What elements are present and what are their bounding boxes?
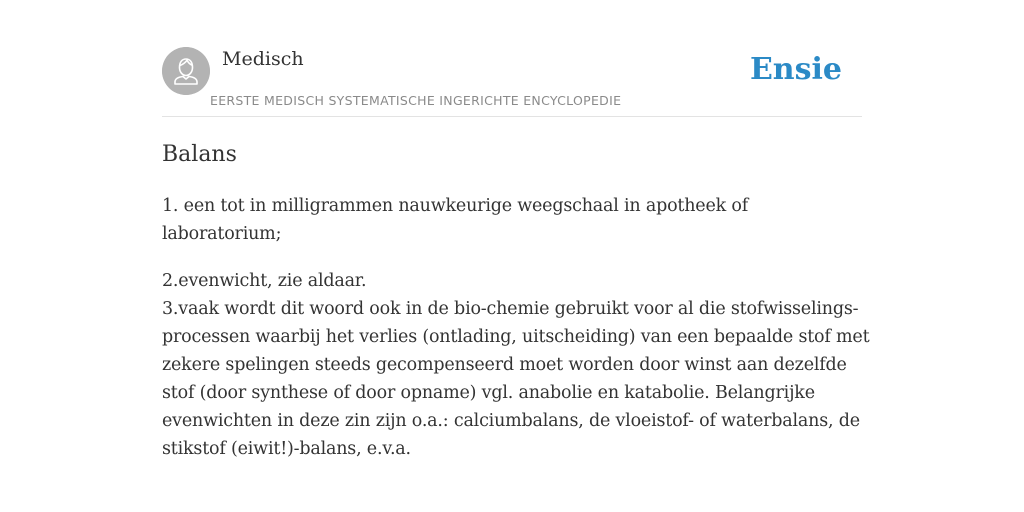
site-subtitle: EERSTE MEDISCH SYSTEMATISCHE INGERICHTE ENCYCLOPEDIE (210, 93, 622, 108)
definition-1: 1. een tot in milligrammen nauwkeurige weegschaal in apotheek of laboratorium; (162, 196, 749, 244)
page-title: Balans (162, 142, 237, 167)
header (162, 46, 862, 117)
user-avatar-icon[interactable] (162, 47, 210, 95)
article-body (162, 192, 872, 482)
definition-2: 2.evenwicht, zie aldaar. 3.vaak wordt dit woord ook in de bio-chemie gebruikt voor al die stofwisselings-processen waarbij het verlies (ontlading, uitscheiding) van een bepaalde stof met zekere spelingen steeds gecompenseerd moet worden door winst aan dezelfde stof (door synthese of door opname) vgl. anabolie en katabolie. Belangrijke evenwichten in deze zin zijn o.a.: calciumbalans, de vloeistof- of waterbalans, de stikstof (eiwit!)-balans, e.v.a. (162, 271, 870, 459)
author-name[interactable]: Medisch (222, 48, 304, 70)
site-logo[interactable]: Ensie (749, 52, 842, 87)
